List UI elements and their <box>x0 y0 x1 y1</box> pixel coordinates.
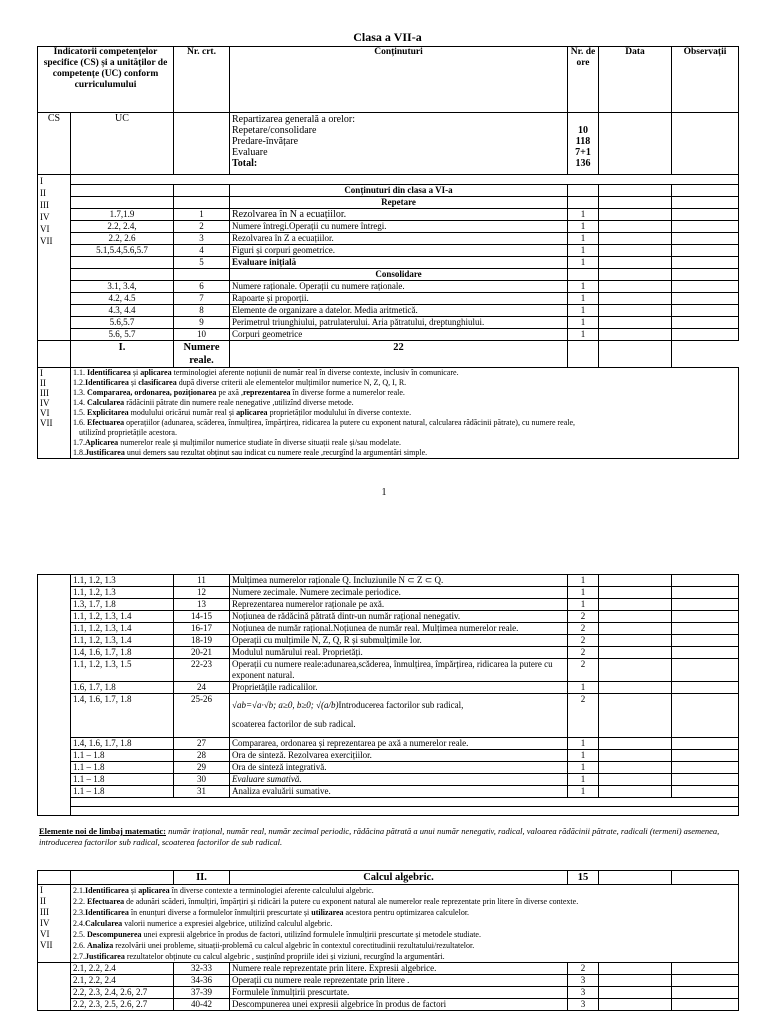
table-row: 1.1, 1.2, 1.3 12 Numere zecimale. Numere zecimale periodice. 1 <box>38 587 739 599</box>
header-obs: Observații <box>672 47 739 113</box>
table-row: 5.6,5.7 9 Perimetrul triunghiului, patrulaterului. Aria pătratului, dreptunghiului. 1 <box>38 317 739 329</box>
roman-numerals: I II III IV VI VII <box>38 175 71 341</box>
summary-label: Evaluare <box>232 147 268 158</box>
section-title: Numere reale. <box>174 341 230 368</box>
page-title: Clasa a VII-a <box>353 30 422 44</box>
table-row: 5.6, 5.7 10 Corpuri geometrice 1 <box>38 329 739 341</box>
hours-summary <box>230 113 568 175</box>
page-1 <box>37 0 738 459</box>
repetare-heading: Repetare <box>230 197 568 209</box>
vocabulary-note <box>71 807 739 816</box>
consolidare-heading: Consolidare <box>230 269 568 281</box>
table-row: 1.7,1.9 1 Rezolvarea în N a ecuațiilor. 1 <box>38 209 739 221</box>
table-row: 1.1 – 1.8 28 Ora de sinteză. Rezolvarea exercițiilor. 1 <box>38 750 739 762</box>
summary-value: 136 <box>575 158 591 169</box>
table-row: 4.3, 4.4 8 Elemente de organizare a datelor. Media aritmetică. 1 <box>38 305 739 317</box>
table-row: 1.1, 1.2, 1.3 11 Mulțimea numerelor raționale Q. Incluziunile N ⊂ Z ⊂ Q. 1 <box>38 575 739 587</box>
curriculum-table-3 <box>37 870 739 1011</box>
competences-list: 2.1.Identificarea și aplicarea în diverse contexte a terminologiei aferente calculului algebric. 2.2. Efectuarea de adunări scăderi, înmulțiri, împărțiri și ridicări la putere cu exponent natural ale numerelor reale reprezentate prin litere în diverse contexte. 2.3.Identificarea în enunțuri diverse a formulelor înmulțirii prescurtate și utilizarea acestora pentru optimizarea calculelor. 2.4.Calcularea valorii numerice a expresiei algebrice, utilizînd calculul algebric. 2.5. Descompunerea unei expresii algebrice în produs de factori, utilizînd formulele înmulțirii prescurtate și metodele studiate. 2.6. Analiza rezolvării unei probleme, situații-problemă cu calcul algebric în contextul corectitudinii rezultatului/rezultatelor. 2.7.Justificarea rezultatelor obținute cu calcul algebric , susținînd propriile idei și viziuni, recurgînd la argumentări. <box>71 885 739 963</box>
summary-value: 10 <box>578 125 588 136</box>
roman-numerals: I II III IV VI VII <box>38 368 71 459</box>
header-cs-uc: Indicatorii competențelor specifice (CS) și a unităților de competențe (UC) conform curriculumului <box>38 47 174 113</box>
table-row: 4.2, 4.5 7 Rapoarte și proporții. 1 <box>38 293 739 305</box>
table-row: 1.1 – 1.8 29 Ora de sinteză integrativă. 1 <box>38 762 739 774</box>
table-row: 2.2, 2.4, 2 Numere întregi.Operații cu numere întregi. 1 <box>38 221 739 233</box>
vocabulary-block <box>37 824 738 850</box>
section-hours: 22 <box>230 341 568 368</box>
roman-numerals: I II III IV VI VII <box>38 885 71 963</box>
content-title: Conținuturi din clasa a VI-a <box>230 185 568 197</box>
table-row: 2.1, 2.2, 2.4 34-36 Operații cu numere reale reprezentate prin litere . 3 <box>38 975 739 987</box>
hours-summary-values <box>568 113 599 175</box>
table-row: 1.4, 1.6, 1.7, 1.8 25-26 √ab=√a·√b; a≥0, b≥0; √(a/b)Introducerea factorilor sub radical, scoaterea factorilor de sub radical. 2 <box>38 694 739 738</box>
header-hours: Nr. de ore <box>568 47 599 113</box>
table-row: 1.3, 1.7, 1.8 13 Reprezentarea numerelor raționale pe axă. 1 <box>38 599 739 611</box>
table-row: 5 Evaluare inițială 1 <box>38 257 739 269</box>
header-content: Conținuturi <box>230 47 568 113</box>
summary-label: Predare-învățare <box>232 136 299 147</box>
summary-general: Repartizarea generală a orelor: <box>232 114 355 125</box>
table-row: 1.1 – 1.8 31 Analiza evaluării sumative. 1 <box>38 786 739 798</box>
page-2 <box>37 574 738 1009</box>
section-row <box>38 871 739 885</box>
table-row: 1.4, 1.6, 1.7, 1.8 27 Compararea, ordonarea și reprezentarea pe axă a numerelor reale. 1 <box>38 738 739 750</box>
cs-label: CS <box>38 113 71 175</box>
table-row: 1.1, 1.2, 1.3, 1.4 16-17 Noțiunea de număr rațional.Noțiunea de număr real. Mulțimea numerelor reale. 2 <box>38 623 739 635</box>
table-row: 1.6, 1.7, 1.8 24 Proprietățile radicalilor. 1 <box>38 682 739 694</box>
table-row: 5.1,5.4,5.6,5.7 4 Figuri și corpuri geometrice. 1 <box>38 245 739 257</box>
section-number: II. <box>174 871 230 885</box>
table-row: 1.1, 1.2, 1.3, 1.5 22-23 Operații cu numere reale:adunarea,scăderea, înmulțirea, împărțirea, ridicarea la putere cu exponent natural. 2 <box>38 659 739 682</box>
section-title: Calcul algebric. <box>230 871 568 885</box>
section-row <box>38 341 739 368</box>
uc-label: UC <box>71 113 174 175</box>
table-row: 1.1 – 1.8 30 Evaluare sumativă. 1 <box>38 774 739 786</box>
header-nr: Nr. crt. <box>174 47 230 113</box>
table-row: 2.2, 2.3, 2.5, 2.6, 2.7 40-42 Descompunerea unei expresii algebrice în produs de factori 3 <box>38 999 739 1011</box>
table-row: 1.4, 1.6, 1.7, 1.8 20-21 Modulul numărului real. Proprietăți. 2 <box>38 647 739 659</box>
table-row: 2.2, 2.6 3 Rezolvarea în Z a ecuațiilor. 1 <box>38 233 739 245</box>
table-row: 3.1, 3.4, 6 Numere raționale. Operații cu numere raționale. 1 <box>38 281 739 293</box>
radical-formula: √ab=√a·√b; a≥0, b≥0; √(a/b) <box>232 700 339 710</box>
section-number: I. <box>71 341 174 368</box>
summary-label: Total: <box>232 158 258 169</box>
table-row: 1.1, 1.2, 1.3, 1.4 18-19 Operații cu mulțimile N, Z, Q, R și submulțimile lor. 2 <box>38 635 739 647</box>
table-row: 2.2, 2.3, 2.4, 2.6, 2.7 37-39 Formulele înmulțirii prescurtate. 3 <box>38 987 739 999</box>
table-row: 2.1, 2.2, 2.4 32-33 Numere reale reprezentate prin litere. Expresii algebrice. 2 <box>38 963 739 975</box>
vocab-label: Elemente noi de limbaj matematic: <box>39 826 166 836</box>
vocab-text: număr irațional, număr real, număr zecimal periodic, rădăcina pătrată a unui număr nenegativ, radical, valoarea rădăcinii pătrate, radicali (termeni) asemenea, introducerea factorilor sub radical, scoaterea factorilor de sub radical. <box>39 826 720 847</box>
summary-label: Repetare/consolidare <box>232 125 317 136</box>
curriculum-table-2 <box>37 574 739 816</box>
page-number: 1 <box>381 487 387 498</box>
competences-list: 1.1. Identificarea și aplicarea terminologiei aferente noțiunii de număr real în diverse contexte, inclusiv în comunicare. 1.2.Identificarea și clasificarea după diverse criterii ale elementelor mulțimilor numerice N, Z, Q, I, R. 1.3. Compararea, ordonarea, poziționarea pe axă ,reprezentarea în diverse forme a numerelor reale. 1.4. Calcularea rădăcinii pătrate din numere reale nenegative ,utilizînd diverse metode. 1.5. Explicitarea modulului oricărui număr real și aplicarea proprietăților modulului în diverse contexte. 1.6. Efectuarea operațiilor (adunarea, scăderea, înmulțirea, împărțirea, ridicarea la putere cu exponent natural, calcularea rădăcinii pătrate), cu numere reale, utilizînd proprietățile acestora. 1.7.Aplicarea numerelor reale și mulțimilor numerice studiate în diverse situații reale și/sau modelate. 1.8.Justificarea unui demers sau rezultat obținut sau indicat cu numere reale ,recurgînd la argumentări simple. <box>71 368 739 459</box>
summary-value: 7+1 <box>575 147 591 158</box>
section-hours: 15 <box>568 871 599 885</box>
header-date: Data <box>599 47 672 113</box>
curriculum-table-1 <box>37 46 739 459</box>
table-row: 1.1, 1.2, 1.3, 1.4 14-15 Noțiunea de rădăcină pătrată dintr-un număr rațional nenegativ. 2 <box>38 611 739 623</box>
summary-value: 118 <box>575 136 591 147</box>
